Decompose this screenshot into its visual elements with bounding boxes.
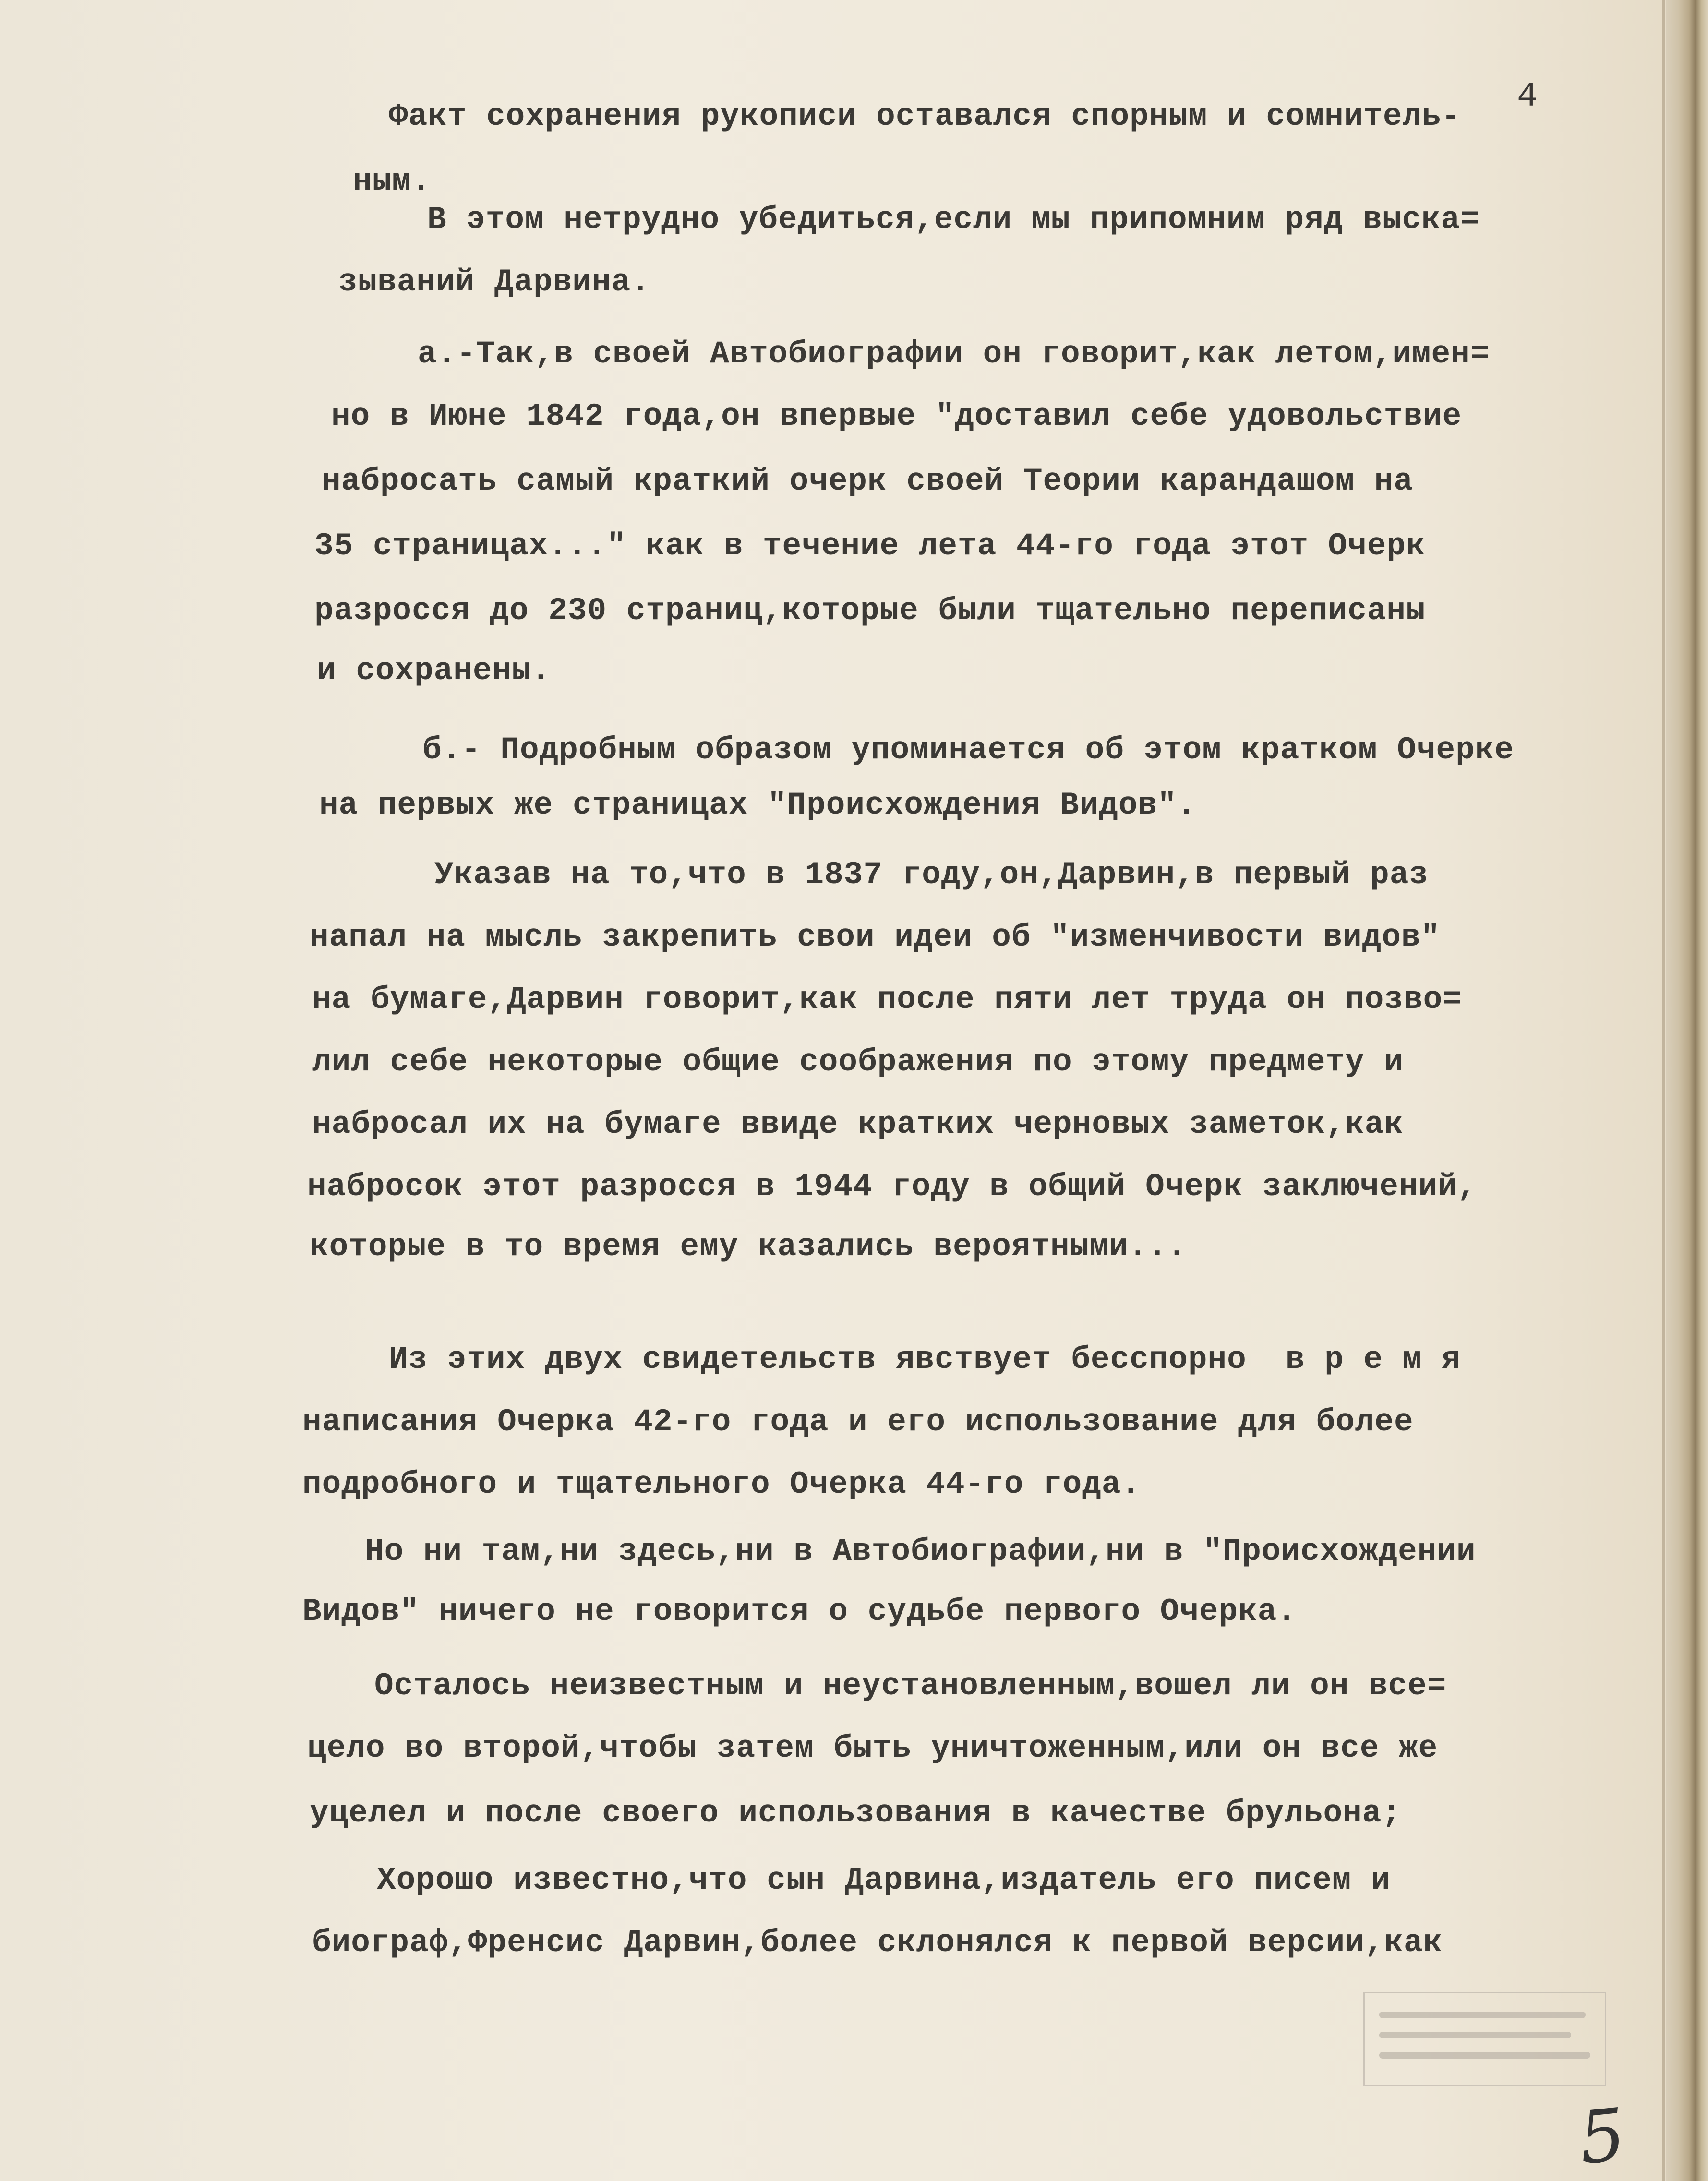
text-line: ным.: [353, 163, 431, 199]
text-line: а.-Так,в своей Автобиографии он говорит,как летом,имен=: [418, 336, 1490, 372]
stamp-text-line: [1379, 2052, 1590, 2059]
text-line: лил себе некоторые общие соображения по этому предмету и: [312, 1044, 1404, 1080]
text-line: и сохранены.: [317, 653, 551, 689]
text-line: Видов" ничего не говорится о судьбе первого Очерка.: [302, 1594, 1297, 1630]
text-line: Осталось неизвестным и неустановленным,вошел ли он все=: [374, 1668, 1447, 1704]
text-line: зываний Дарвина.: [338, 264, 650, 300]
page-number: 4: [1517, 77, 1538, 116]
text-line: б.- Подробным образом упоминается об этом кратком Очерке: [422, 732, 1514, 768]
text-line: Факт сохранения рукописи оставался спорным и сомнитель-: [389, 98, 1461, 134]
text-line: Хорошо известно,что сын Дарвина,издатель его писем и: [377, 1862, 1391, 1898]
text-line: 35 страницах..." как в течение лета 44-го года этот Очерк: [314, 528, 1426, 564]
text-line: набросал их на бумаге ввиде кратких черновых заметок,как: [312, 1106, 1404, 1142]
text-line: разросся до 230 страниц,которые были тщательно переписаны: [314, 593, 1426, 629]
stamp-text-line: [1379, 2012, 1586, 2018]
text-line: напал на мысль закрепить свои идеи об "изменчивости видов": [310, 919, 1441, 955]
text-line: Из этих двух свидетельств явствует бесспорно в р е м я: [389, 1342, 1461, 1378]
text-line: Указав на то,что в 1837 году,он,Дарвин,в первый раз: [434, 857, 1429, 893]
text-line: но в Июне 1842 года,он впервые "доставил себе удовольствие: [331, 398, 1462, 434]
page-binding-edge: [1666, 0, 1708, 2181]
stamp-text-line: [1379, 2032, 1571, 2038]
text-line: на бумаге,Дарвин говорит,как после пяти лет труда он позво=: [312, 982, 1462, 1018]
text-line: набросок этот разросся в 1944 году в общий Очерк заключений,: [307, 1169, 1477, 1205]
text-line: набросать самый краткий очерк своей Теории карандашом на: [322, 463, 1413, 499]
text-line: В этом нетрудно убедиться,если мы припомним ряд выска=: [427, 202, 1480, 238]
text-line: Но ни там,ни здесь,ни в Автобиографии,ни в "Происхождении: [365, 1534, 1476, 1570]
text-line: цело во второй,чтобы затем быть уничтоженным,или он все же: [307, 1730, 1438, 1766]
text-line: биограф,Френсис Дарвин,более склонялся к первой версии,как: [312, 1925, 1443, 1961]
text-line: подробного и тщательного Очерка 44-го года.: [302, 1466, 1141, 1502]
library-stamp: [1363, 1992, 1606, 2086]
text-line: уцелел и после своего использования в качестве брульона;: [310, 1795, 1401, 1831]
text-line: которые в то время ему казались вероятными...: [310, 1229, 1187, 1265]
handwritten-sheet-number: 5: [1575, 2093, 1630, 2181]
text-line: написания Очерка 42-го года и его использование для более: [302, 1404, 1414, 1440]
text-line: на первых же страницах "Происхождения Видов".: [319, 787, 1197, 823]
